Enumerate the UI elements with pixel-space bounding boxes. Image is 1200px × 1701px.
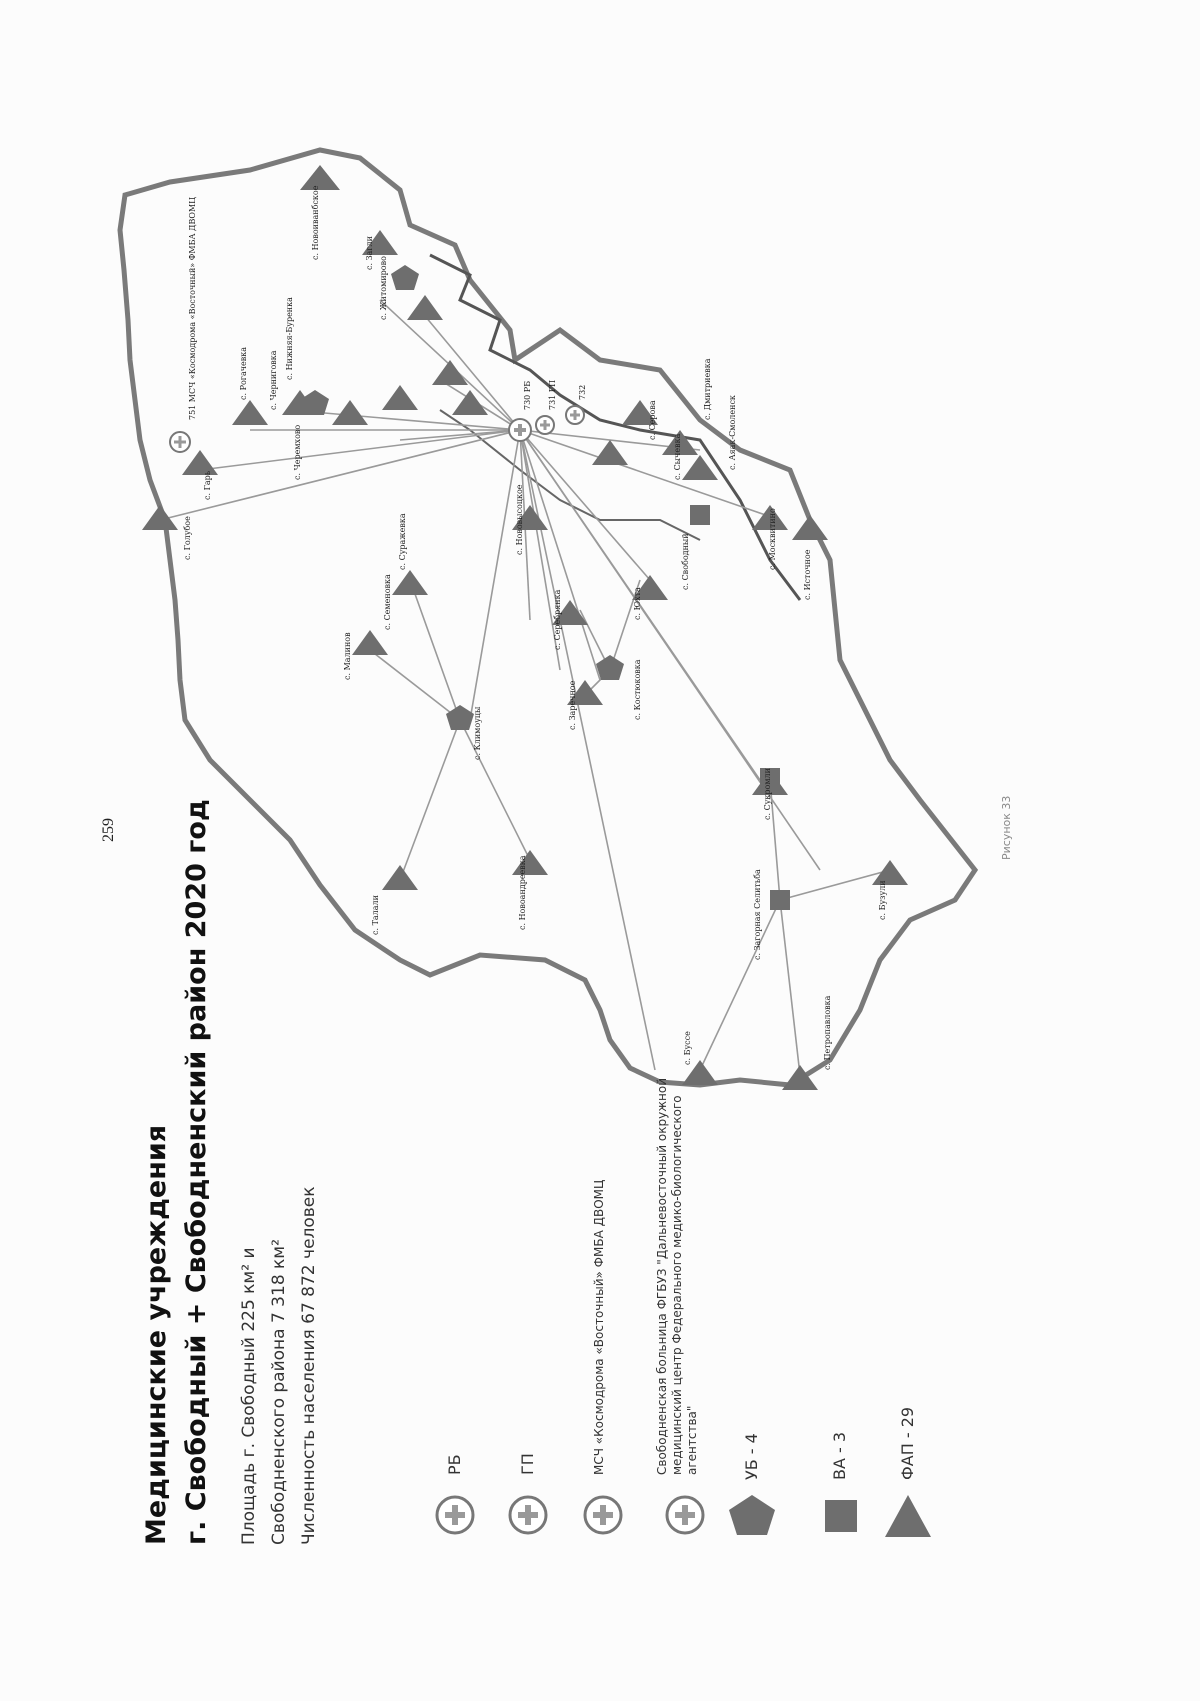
fap-marker xyxy=(382,865,418,890)
cross-circle-icon xyxy=(437,1497,473,1533)
fap-marker xyxy=(182,450,218,475)
legend-label-rb: РБ xyxy=(445,1454,464,1475)
place-label: с. Юхта xyxy=(633,587,642,620)
place-label: с. Загорная Селитьба xyxy=(753,869,762,960)
square-icon xyxy=(825,1500,857,1532)
place-label: с. Дмитриевка xyxy=(703,358,712,420)
place-label: с. Талали xyxy=(371,895,380,935)
place-label: с. Сычевка xyxy=(673,433,682,480)
cross-circle-icon xyxy=(536,416,554,434)
place-label: с. Серова xyxy=(648,400,657,440)
ub-marker xyxy=(596,655,624,680)
legend-label-sb: Свободненская больница ФГБУЗ "Дальневосточный окружной медицинский центр Федерального медико-биологического агентства" xyxy=(655,1078,699,1475)
hub-label: 730 РБ xyxy=(523,380,532,410)
place-label: с. Нововысоцкое xyxy=(515,484,524,555)
place-label: с. Петропавловка xyxy=(823,995,832,1070)
figure-caption: Рисунок 33 xyxy=(1000,795,1013,860)
place-label: с. Рогачевка xyxy=(239,346,248,400)
cross-circle-icon xyxy=(585,1497,621,1533)
place-label: с. Бузули xyxy=(878,880,887,920)
map-title-line-2: г. Свободный + Свободненский район 2020 год xyxy=(181,799,212,1545)
population-stat: Численность населения 67 872 человек xyxy=(299,1186,319,1545)
place-labels xyxy=(183,185,887,1070)
place-label: с. Голубое xyxy=(183,516,192,560)
place-label: с. Заречное xyxy=(568,680,577,730)
fap-marker xyxy=(452,390,488,415)
place-label: с. Новоандреевка xyxy=(518,855,527,930)
ub-marker xyxy=(391,265,419,290)
fap-marker xyxy=(300,165,340,190)
hub-label: 751 МСЧ «Космодрома «Восточный» ФМБА ДВОМЦ xyxy=(188,196,197,420)
triangle-icon xyxy=(885,1495,931,1537)
place-label: с. Москвитино xyxy=(768,508,777,570)
place-label: с. Свободный xyxy=(681,533,690,590)
fap-marker xyxy=(332,400,368,425)
area-stat-line-1: Площадь г. Свободный 225 км² и xyxy=(239,1247,259,1545)
fap-marker xyxy=(407,295,443,320)
va-marker xyxy=(690,505,710,525)
fap-marker xyxy=(792,515,828,540)
pentagon-icon xyxy=(729,1495,775,1535)
place-label: с. Черниговка xyxy=(269,350,278,410)
cross-circle-icon xyxy=(509,419,531,441)
legend-icons xyxy=(437,1495,931,1537)
fap-marker xyxy=(232,400,268,425)
map-title-line-1: Медицинские учреждения xyxy=(141,1124,172,1545)
place-label: с. Суражевка xyxy=(398,513,407,570)
place-label: с. Загли xyxy=(365,236,374,270)
place-label: с. Источное xyxy=(803,549,812,600)
page-number: 259 xyxy=(100,818,117,842)
place-label: с. Климоуцы xyxy=(473,706,482,760)
legend-label-va: ВА - 3 xyxy=(830,1431,849,1480)
place-label: с. Аяак-Смоленск xyxy=(728,395,737,470)
place-label: с. Буссе xyxy=(683,1031,692,1065)
cross-circle-icon xyxy=(566,406,584,424)
fap-marker xyxy=(592,440,628,465)
hub-label: 732 xyxy=(578,384,587,400)
fap-markers xyxy=(142,165,908,1090)
fap-marker xyxy=(432,360,468,385)
legend-label-ub: УБ - 4 xyxy=(742,1433,761,1480)
cross-circle-icon xyxy=(510,1497,546,1533)
place-label: с. Гарь xyxy=(203,470,212,500)
place-label: с. Малинов xyxy=(343,632,352,680)
ub-marker xyxy=(301,390,329,415)
legend-label-gp: ГП xyxy=(518,1453,537,1475)
place-label: с. Серебрянка xyxy=(553,589,562,650)
place-label: с. Костюковка xyxy=(633,659,642,720)
place-label: с. Житомирово xyxy=(379,256,388,320)
fap-marker xyxy=(352,630,388,655)
cross-circle-icon xyxy=(667,1497,703,1533)
place-label: с. Семеновка xyxy=(383,574,392,630)
legend-label-msch: МСЧ «Космодрома «Восточный» ФМБА ДВОМЦ xyxy=(592,1179,606,1475)
fap-marker xyxy=(382,385,418,410)
hub-label: 731 ГП xyxy=(548,379,557,410)
va-marker xyxy=(770,890,790,910)
place-label: с. Черемхово xyxy=(293,424,302,480)
legend-label-fap: ФАП - 29 xyxy=(898,1406,917,1480)
ub-marker xyxy=(446,705,474,730)
cross-circle-icon xyxy=(170,432,190,452)
place-label: с. Сукромли xyxy=(763,768,772,820)
fap-marker xyxy=(392,570,428,595)
place-label: с. Новоиванбское xyxy=(311,185,320,260)
district-boundary xyxy=(120,150,975,1085)
area-stat-line-2: Свободненского района 7 318 км² xyxy=(269,1239,289,1545)
place-label: с. Нижняя-Буренка xyxy=(285,297,294,380)
